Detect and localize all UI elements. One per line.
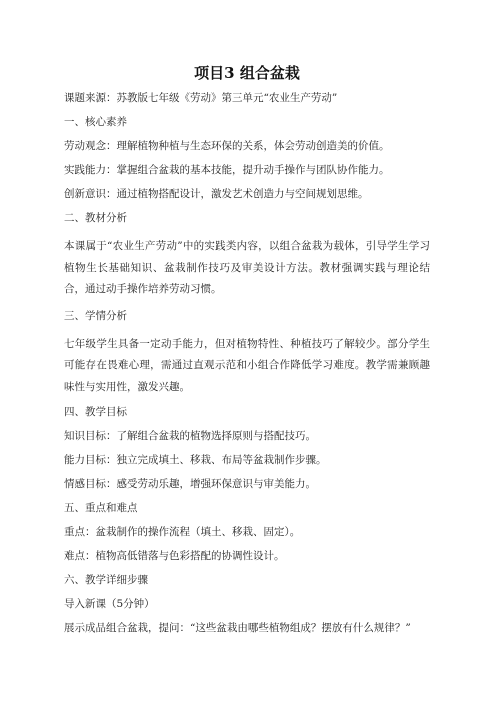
core-literacy-item: 劳动观念：理解植物种植与生态环保的关系，体会劳动创造美的价值。 xyxy=(64,140,390,152)
section-heading-textbook-analysis: 二、教材分析 xyxy=(64,212,127,224)
key-point-item: 重点：盆栽制作的操作流程（填土、移栽、固定）。 xyxy=(64,526,301,538)
teaching-step-item: 展示成品组合盆栽，提问：“这些盆栽由哪些植物组成？摆放有什么规律？” xyxy=(64,622,411,634)
page-title: 项目3 组合盆栽 xyxy=(194,64,300,82)
course-source: 课题来源：苏教版七年级《劳动》第三单元“农业生产劳动” xyxy=(64,92,338,104)
textbook-analysis-paragraph: 本课属于“农业生产劳动”中的实践类内容，以组合盆栽为载体，引导学生学习植物生长基础知识、盆栽制作技巧及审美设计方法。教材强调实践与理论结合，通过动手操作培养劳动习惯。 xyxy=(64,240,430,295)
core-literacy-item: 实践能力：掌握组合盆栽的基本技能，提升动手操作与团队协作能力。 xyxy=(64,164,390,176)
student-analysis-paragraph: 七年级学生具备一定动手能力，但对植物特性、种植技巧了解较少。部分学生可能存在畏难心理，需通过直观示范和小组合作降低学习难度。教学需兼顾趣味性与实用性，激发兴趣。 xyxy=(64,337,430,393)
key-point-item: 难点：植物高低错落与色彩搭配的协调性设计。 xyxy=(64,550,285,562)
section-heading-key-points: 五、重点和难点 xyxy=(64,502,138,514)
section-heading-student-analysis: 三、学情分析 xyxy=(64,309,127,322)
section-heading-core-literacy: 一、核心素养 xyxy=(64,116,127,128)
teaching-step-item: 导入新课（5分钟） xyxy=(64,598,155,610)
section-heading-teaching-goals: 四、教学目标 xyxy=(64,406,127,418)
teaching-goal-item: 知识目标：了解组合盆栽的植物选择原则与搭配技巧。 xyxy=(64,430,316,442)
teaching-goal-item: 情感目标：感受劳动乐趣，增强环保意识与审美能力。 xyxy=(64,478,316,490)
core-literacy-item: 创新意识：通过植物搭配设计，激发艺术创造力与空间规划思维。 xyxy=(64,188,369,200)
section-heading-teaching-steps: 六、教学详细步骤 xyxy=(64,574,148,586)
teaching-goal-item: 能力目标：独立完成填土、移栽、布局等盆栽制作步骤。 xyxy=(64,454,327,466)
